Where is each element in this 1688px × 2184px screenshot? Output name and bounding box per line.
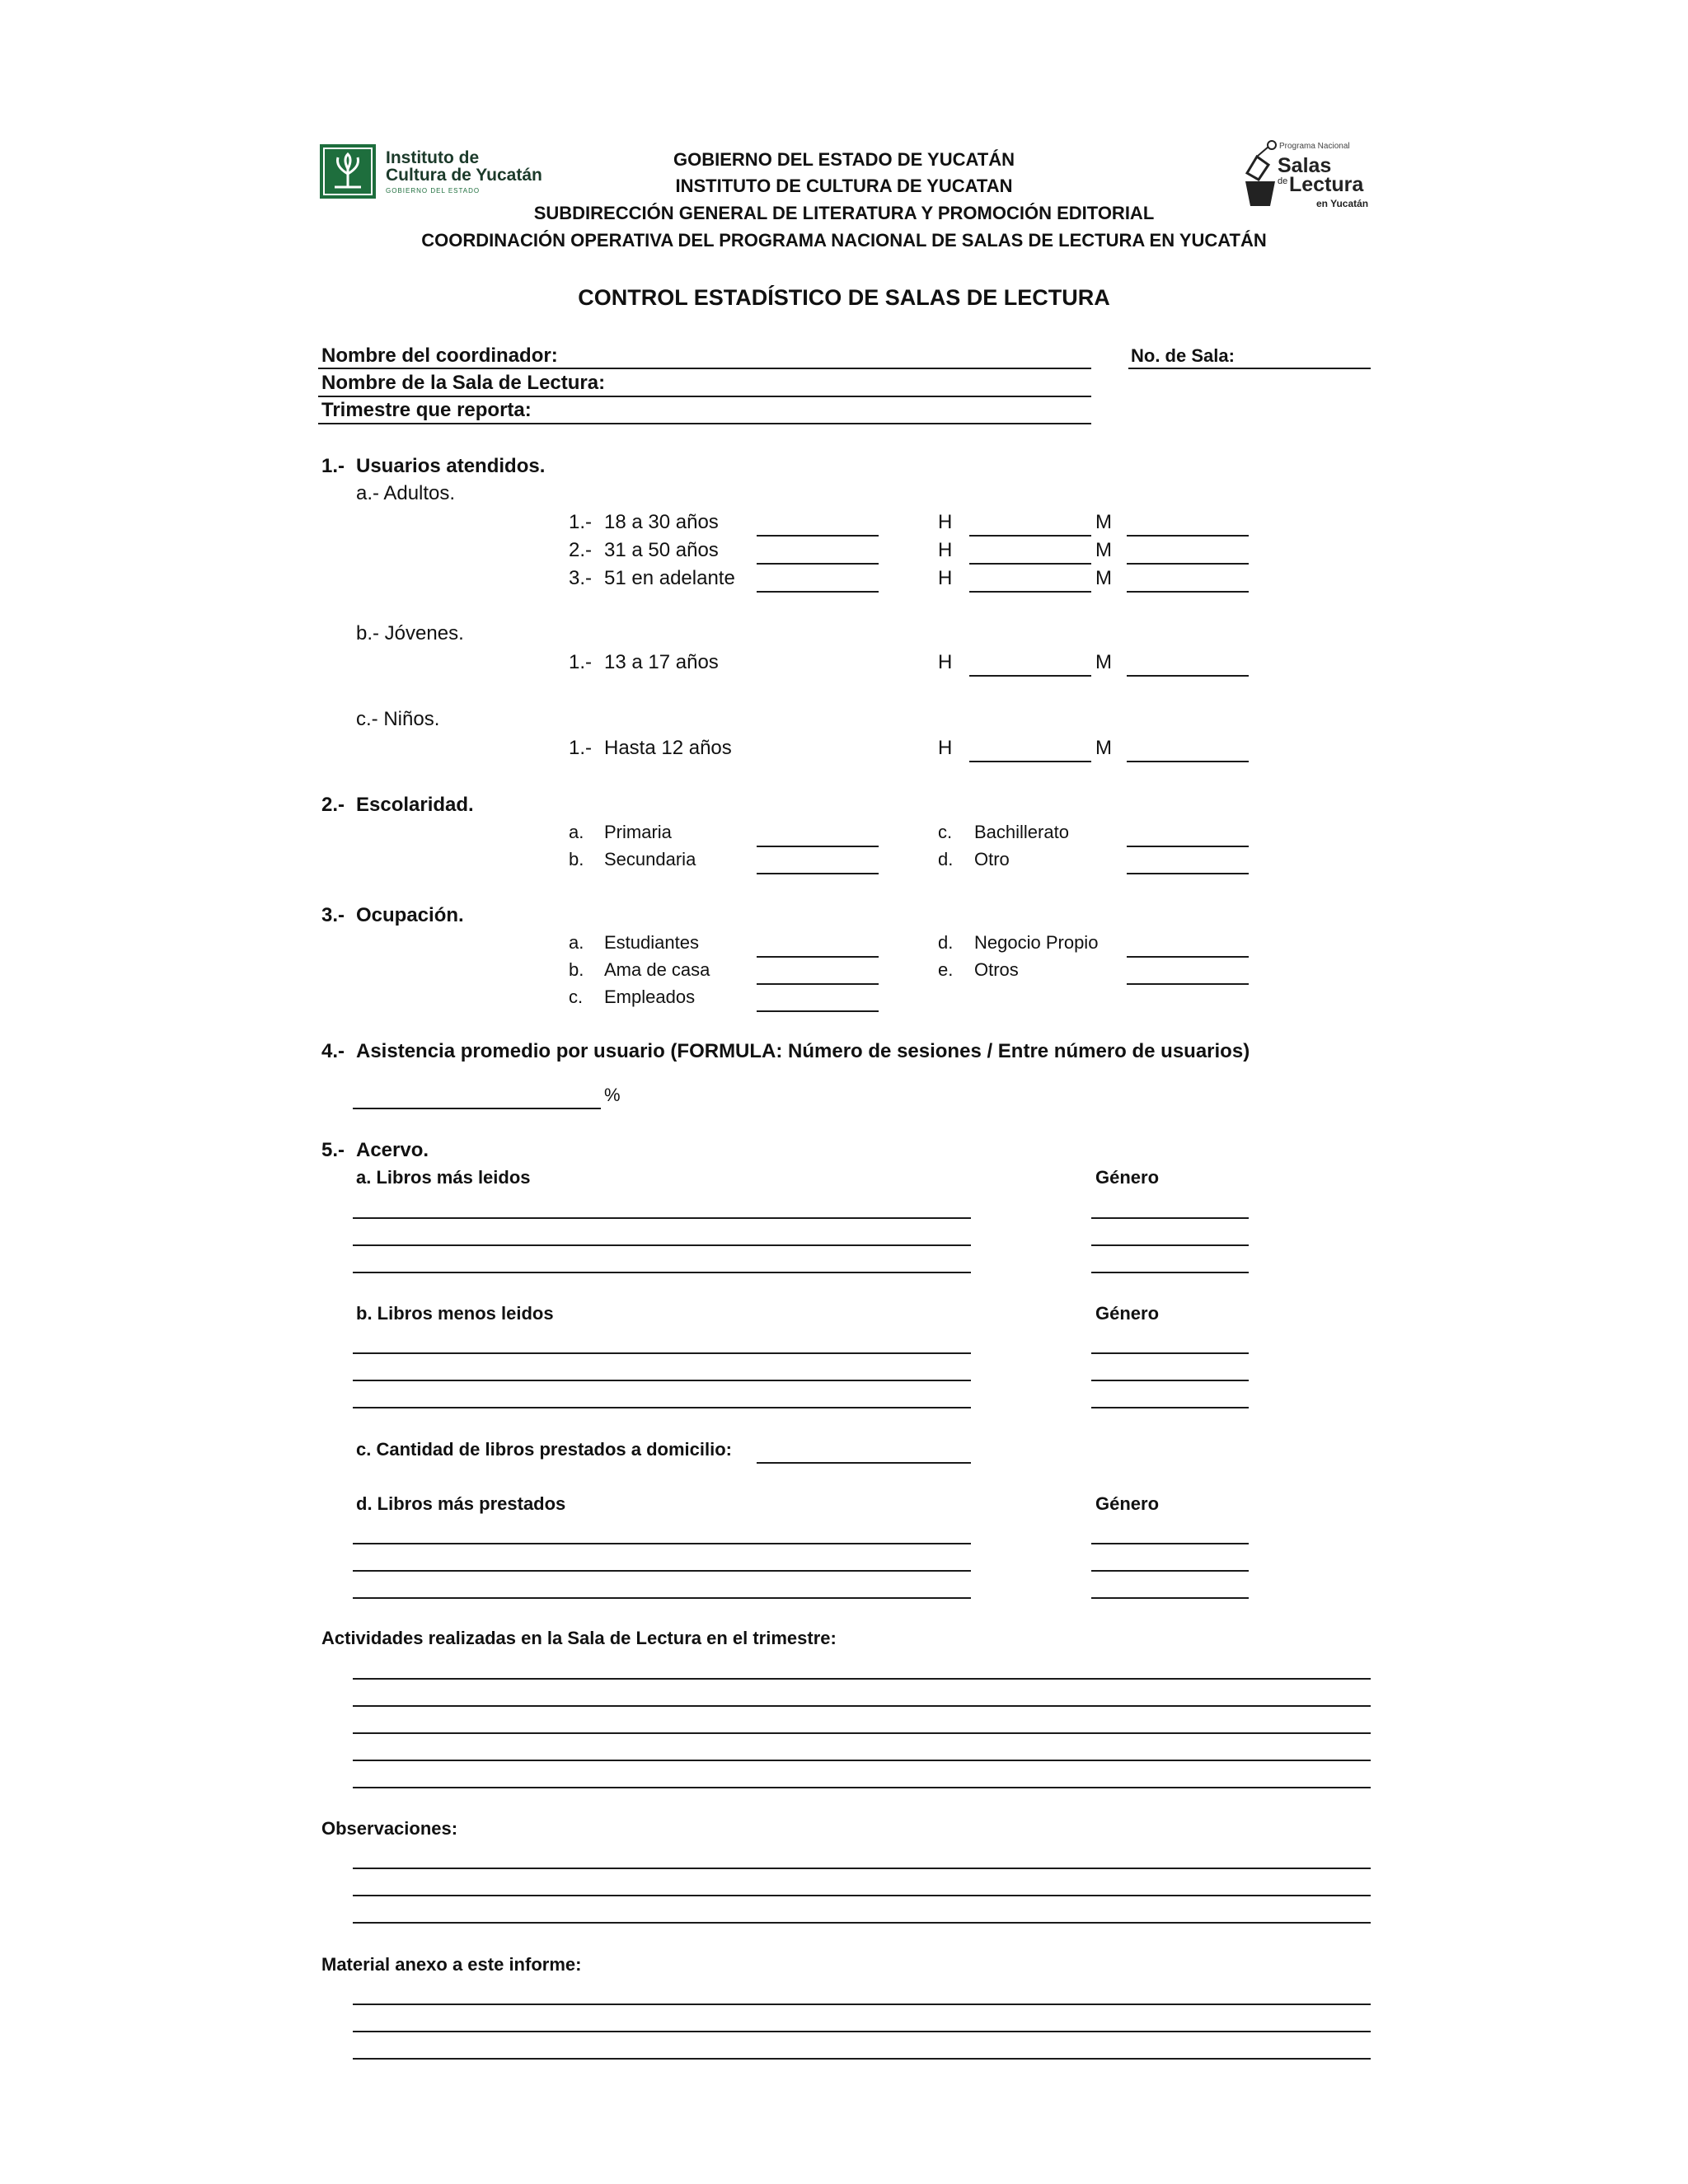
no-sala-line[interactable] — [1128, 368, 1371, 369]
option-letter: b. — [569, 959, 584, 980]
libros-menos-leidos-label: b. Libros menos leidos — [356, 1303, 554, 1324]
adult-row-num: 1.- — [569, 511, 593, 533]
libro-line[interactable] — [353, 1272, 971, 1273]
h-label: H — [938, 737, 953, 759]
section-3-title: Ocupación. — [356, 904, 464, 926]
page-title: CONTROL ESTADÍSTICO DE SALAS DE LECTURA — [578, 285, 1110, 310]
nombre-sala-label: Nombre de la Sala de Lectura: — [321, 372, 606, 394]
libros-prestados-domicilio-line[interactable] — [757, 1462, 971, 1464]
libros-prestados-domicilio-label: c. Cantidad de libros prestados a domicilio: — [356, 1439, 732, 1460]
option-line[interactable] — [757, 956, 879, 958]
jovenes-row-label: 13 a 17 años — [604, 651, 719, 673]
option-line[interactable] — [1127, 846, 1249, 847]
genero-label: Género — [1095, 1167, 1160, 1188]
genero-line[interactable] — [1091, 1272, 1249, 1273]
m-label: M — [1095, 737, 1112, 759]
option-line[interactable] — [757, 983, 879, 985]
option-line[interactable] — [757, 873, 879, 874]
h-label: H — [938, 511, 953, 533]
libro-line[interactable] — [353, 1352, 971, 1354]
actividades-line[interactable] — [353, 1787, 1371, 1788]
genero-line[interactable] — [1091, 1217, 1249, 1219]
option-line[interactable] — [1127, 956, 1249, 958]
libro-line[interactable] — [353, 1217, 971, 1219]
material-anexo-line[interactable] — [353, 2031, 1371, 2032]
option-line[interactable] — [1127, 983, 1249, 985]
h-line[interactable] — [969, 675, 1091, 677]
libro-line[interactable] — [353, 1244, 971, 1246]
coordinador-label: Nombre del coordinador: — [321, 344, 558, 367]
section-1-title: Usuarios atendidos. — [356, 455, 546, 477]
coordinador-line[interactable] — [318, 368, 1091, 369]
salas-logo-de: de — [1278, 176, 1288, 186]
salas-logo-small: Programa Nacional — [1279, 142, 1350, 151]
salas-logo-main: Salas — [1278, 154, 1332, 177]
m-label: M — [1095, 567, 1112, 589]
material-anexo-line[interactable] — [353, 2058, 1371, 2060]
m-label: M — [1095, 651, 1112, 673]
adultos-label: a.- Adultos. — [356, 482, 456, 504]
icy-logo-line1: Instituto de — [386, 148, 480, 167]
header-line-2: INSTITUTO DE CULTURA DE YUCATAN — [675, 176, 1013, 196]
option-label: Bachillerato — [974, 822, 1069, 842]
actividades-line[interactable] — [353, 1678, 1371, 1680]
h-line[interactable] — [969, 563, 1091, 565]
header-line-3: SUBDIRECCIÓN GENERAL DE LITERATURA Y PROMOCIÓN EDITORIAL — [533, 203, 1155, 223]
option-letter: a. — [569, 932, 584, 953]
ninos-row-label: Hasta 12 años — [604, 737, 732, 759]
jovenes-label: b.- Jóvenes. — [356, 622, 464, 644]
option-label: Primaria — [604, 822, 672, 842]
m-line[interactable] — [1127, 591, 1249, 593]
observaciones-line[interactable] — [353, 1868, 1371, 1869]
option-letter: b. — [569, 849, 584, 869]
material-anexo-label: Material anexo a este informe: — [321, 1954, 582, 1975]
option-letter: e. — [938, 959, 954, 980]
observaciones-label: Observaciones: — [321, 1818, 458, 1839]
trimestre-label: Trimestre que reporta: — [321, 399, 532, 421]
h-label: H — [938, 651, 953, 673]
option-label: Otros — [974, 959, 1019, 980]
option-label: Otro — [974, 849, 1010, 869]
adult-total-line[interactable] — [757, 535, 879, 537]
material-anexo-line[interactable] — [353, 2004, 1371, 2005]
observaciones-line[interactable] — [353, 1922, 1371, 1924]
genero-line[interactable] — [1091, 1543, 1249, 1544]
h-line[interactable] — [969, 761, 1091, 762]
adult-row-label: 18 a 30 años — [604, 511, 719, 533]
genero-label: Género — [1095, 1303, 1160, 1324]
option-label: Empleados — [604, 987, 696, 1007]
section-1-number: 1.- — [321, 455, 345, 477]
libros-mas-prestados-label: d. Libros más prestados — [356, 1493, 566, 1514]
actividades-line[interactable] — [353, 1760, 1371, 1761]
h-label: H — [938, 539, 953, 561]
m-line[interactable] — [1127, 675, 1249, 677]
genero-line[interactable] — [1091, 1407, 1249, 1408]
option-label: Estudiantes — [604, 932, 699, 953]
adult-row-label: 51 en adelante — [604, 567, 735, 589]
genero-line[interactable] — [1091, 1244, 1249, 1246]
option-line[interactable] — [757, 1010, 879, 1012]
salas-logo-lectura: Lectura — [1289, 173, 1364, 196]
option-line[interactable] — [757, 846, 879, 847]
asistencia-line[interactable] — [353, 1108, 601, 1109]
option-letter: a. — [569, 822, 584, 842]
libros-mas-leidos-label: a. Libros más leidos — [356, 1167, 531, 1188]
icy-logo-line2: Cultura de Yucatán — [386, 166, 542, 185]
option-letter: d. — [938, 932, 954, 953]
adult-total-line[interactable] — [757, 591, 879, 593]
section-2-number: 2.- — [321, 794, 345, 816]
genero-line[interactable] — [1091, 1352, 1249, 1354]
libro-line[interactable] — [353, 1407, 971, 1408]
option-letter: c. — [569, 987, 584, 1007]
section-5-title: Acervo. — [356, 1139, 429, 1161]
salas-de-lectura-logo — [1236, 136, 1376, 210]
section-2-title: Escolaridad. — [356, 794, 474, 816]
adult-row-label: 31 a 50 años — [604, 539, 719, 561]
icy-logo-line3: GOBIERNO DEL ESTADO — [386, 187, 481, 194]
trimestre-line[interactable] — [318, 423, 1091, 424]
no-sala-label: No. de Sala: — [1131, 345, 1235, 366]
actividades-line[interactable] — [353, 1705, 1371, 1707]
ninos-label: c.- Niños. — [356, 708, 440, 730]
h-label: H — [938, 567, 953, 589]
section-3-number: 3.- — [321, 904, 345, 926]
section-4-number: 4.- — [321, 1040, 345, 1062]
genero-label: Género — [1095, 1493, 1160, 1514]
adult-row-num: 2.- — [569, 539, 593, 561]
jovenes-row-num: 1.- — [569, 651, 593, 673]
salas-logo-yucatan: en Yucatán — [1316, 198, 1369, 209]
genero-line[interactable] — [1091, 1380, 1249, 1381]
option-line[interactable] — [1127, 873, 1249, 874]
option-letter: d. — [938, 849, 954, 869]
actividades-line[interactable] — [353, 1732, 1371, 1734]
libro-line[interactable] — [353, 1570, 971, 1572]
h-line[interactable] — [969, 591, 1091, 593]
option-letter: c. — [938, 822, 953, 842]
libro-line[interactable] — [353, 1380, 971, 1381]
genero-line[interactable] — [1091, 1597, 1249, 1599]
h-line[interactable] — [969, 535, 1091, 537]
header-line-1: GOBIERNO DEL ESTADO DE YUCATÁN — [673, 149, 1015, 170]
header-line-4: COORDINACIÓN OPERATIVA DEL PROGRAMA NACIONAL DE SALAS DE LECTURA EN YUCATÁN — [421, 230, 1267, 251]
m-label: M — [1095, 539, 1112, 561]
actividades-label: Actividades realizadas en la Sala de Lectura en el trimestre: — [321, 1628, 837, 1648]
ninos-row-num: 1.- — [569, 737, 593, 759]
option-label: Negocio Propio — [974, 932, 1099, 953]
adult-row-num: 3.- — [569, 567, 593, 589]
libro-line[interactable] — [353, 1597, 971, 1599]
m-label: M — [1095, 511, 1112, 533]
option-label: Ama de casa — [604, 959, 710, 980]
adult-total-line[interactable] — [757, 563, 879, 565]
m-line[interactable] — [1127, 563, 1249, 565]
section-4-title: Asistencia promedio por usuario (FORMULA: Número de sesiones / Entre número de usuarios) — [356, 1040, 1250, 1062]
genero-line[interactable] — [1091, 1570, 1249, 1572]
option-label: Secundaria — [604, 849, 696, 869]
section-5-number: 5.- — [321, 1139, 345, 1161]
percent-sign: % — [604, 1085, 621, 1105]
libro-line[interactable] — [353, 1543, 971, 1544]
observaciones-line[interactable] — [353, 1895, 1371, 1896]
m-line[interactable] — [1127, 535, 1249, 537]
m-line[interactable] — [1127, 761, 1249, 762]
nombre-sala-line[interactable] — [318, 396, 1091, 397]
book-pot-icon — [1240, 140, 1280, 206]
